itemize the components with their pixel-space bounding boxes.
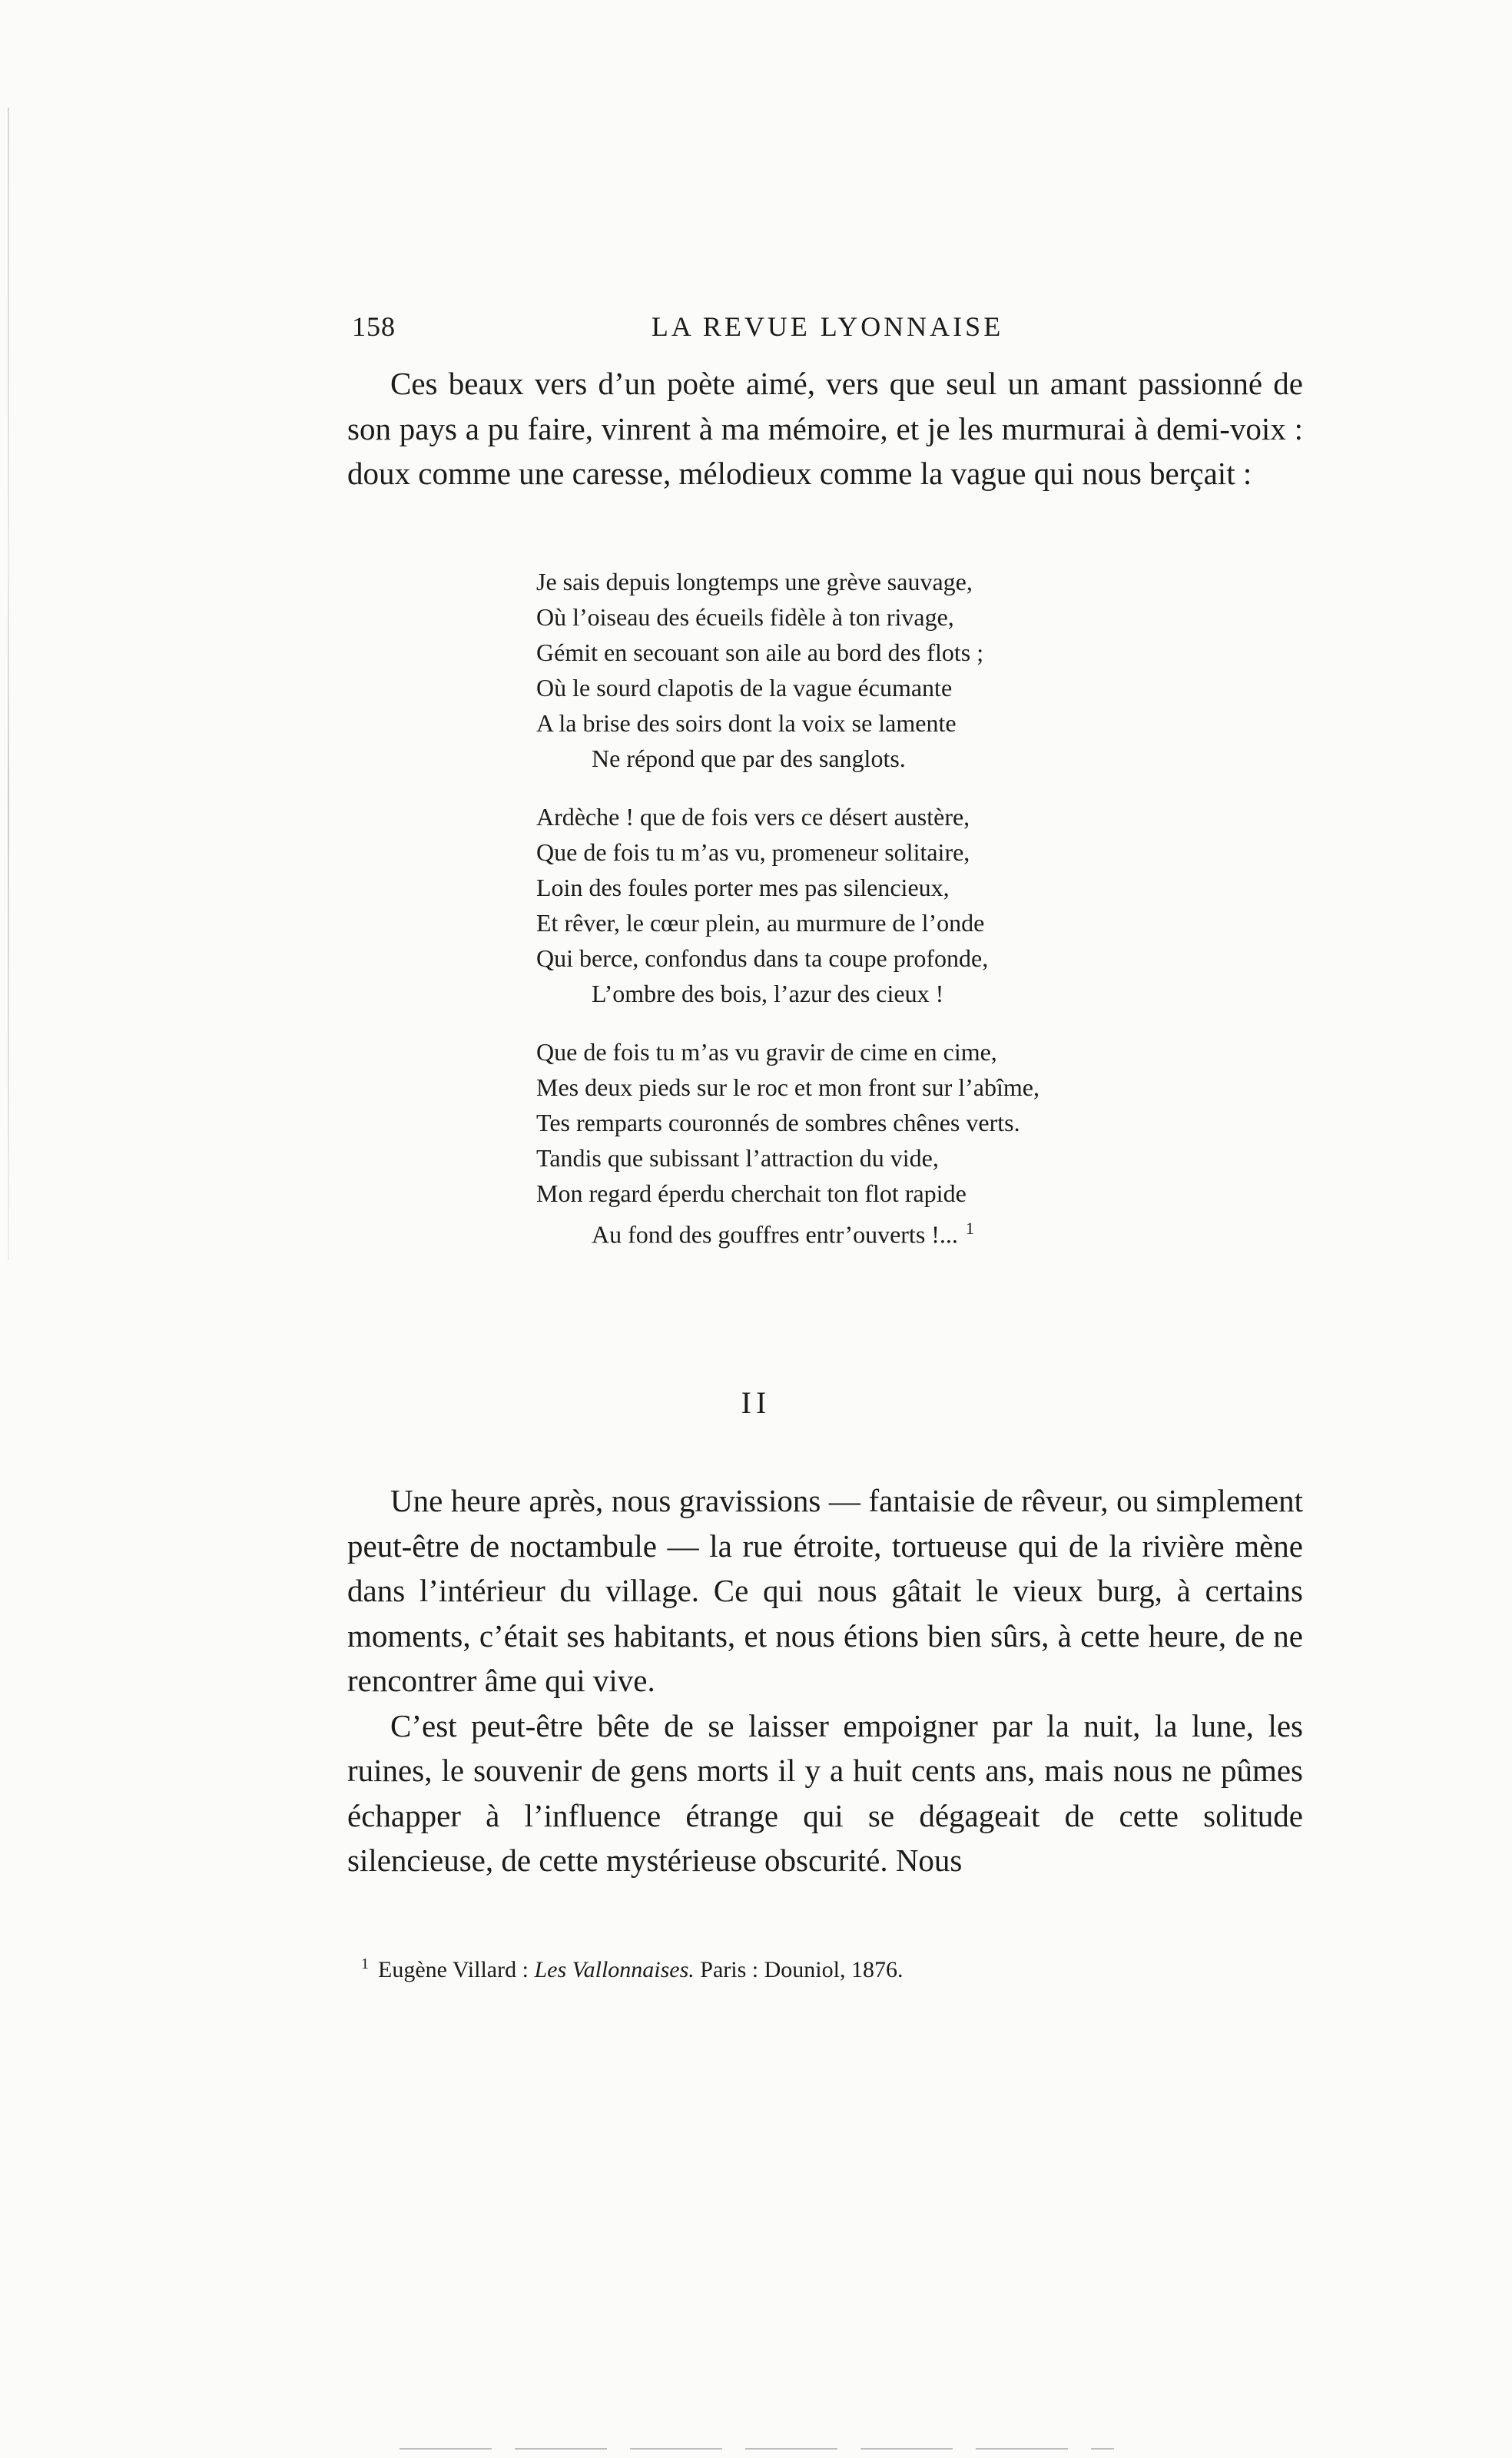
footnote-mark: 1: [361, 1955, 369, 1972]
poem-line: A la brise des soirs dont la voix se lamente: [536, 709, 957, 737]
poem-stanza-1: [536, 564, 983, 776]
intro-paragraph-block: [347, 361, 1303, 496]
poem-line: Mes deux pieds sur le roc et mon front sur l’abîme,: [536, 1073, 1040, 1101]
footnote-reference: 1: [965, 1219, 974, 1238]
poem-line: Je sais depuis longtemps une grève sauvage,: [536, 568, 973, 595]
poem-line: L’ombre des bois, l’azur des cieux !: [592, 980, 944, 1007]
footnote-work-title: Les Vallonnaises.: [534, 1957, 695, 1982]
footnote-author: Eugène Villard :: [378, 1957, 529, 1982]
section-heading: II: [741, 1385, 771, 1420]
page-header: [352, 310, 1303, 353]
poem-line: Où le sourd clapotis de la vague écumante: [536, 674, 953, 702]
running-title: LA REVUE LYONNAISE: [651, 311, 1004, 342]
poem-stanza-3: [536, 1034, 1040, 1252]
section-body: [347, 1478, 1303, 1883]
poem-line: Qui berce, confondus dans ta coupe profonde,: [536, 944, 989, 972]
poem-line: Tes remparts couronnés de sombres chênes verts.: [536, 1109, 1020, 1136]
scan-edge-shadow: [8, 108, 9, 1260]
footnote: [361, 1949, 1283, 1985]
section-paragraph-2: C’est peut-être bête de se laisser empoigner par la nuit, la lune, les ruines, le souvenir de gens morts il y a huit cents ans, mais nous ne pûmes échapper à l’influence étrange qui se dégageait de cette solitude silencieuse, de cette mystérieuse obscurité. Nous: [347, 1707, 1303, 1878]
poem-line: Que de fois tu m’as vu gravir de cime en cime,: [536, 1038, 997, 1066]
poem-line-text: Au fond des gouffres entr’ouverts !...: [592, 1220, 958, 1249]
footnote-publication: Paris : Douniol, 1876.: [700, 1957, 904, 1982]
poem-line: Gémit en secouant son aile au bord des flots ;: [536, 639, 984, 666]
poem-line: Que de fois tu m’as vu, promeneur solitaire,: [536, 838, 970, 866]
intro-paragraph: Ces beaux vers d’un poète aimé, vers que seul un amant passionné de son pays a pu faire, vinrent à ma mémoire, et je les murmurai à demi-voix : doux comme une caresse, mélodieux comme la vague qui nous berçait :: [347, 366, 1303, 491]
poem-line-last: [536, 1211, 1040, 1252]
poem-line: Loin des foules porter mes pas silencieux,: [536, 874, 950, 901]
poem-line: Ne répond que par des sanglots.: [592, 745, 906, 772]
page-number: 158: [352, 311, 396, 342]
poem-line: Ardèche ! que de fois vers ce désert austère,: [536, 803, 970, 831]
poem-line: Et rêver, le cœur plein, au murmure de l’onde: [536, 909, 985, 937]
section-paragraph-1: Une heure après, nous gravissions — fantaisie de rêveur, ou simplement peut-être de noctambule — la rue étroite, tortueuse qui de la rivière mène dans l’intérieur du village. Ce qui nous gâtait le vieux burg, à certains moments, c’était ses habitants, et nous étions bien sûrs, à cette heure, de ne rencontrer âme qui vive.: [347, 1483, 1303, 1698]
scan-bottom-artifact: [400, 2448, 1114, 2450]
poem-stanza-2: [536, 799, 988, 1011]
poem-line: Où l’oiseau des écueils fidèle à ton rivage,: [536, 603, 954, 631]
poem-line: Mon regard éperdu cherchait ton flot rapide: [536, 1179, 967, 1207]
poem-line: Tandis que subissant l’attraction du vide,: [536, 1144, 939, 1172]
